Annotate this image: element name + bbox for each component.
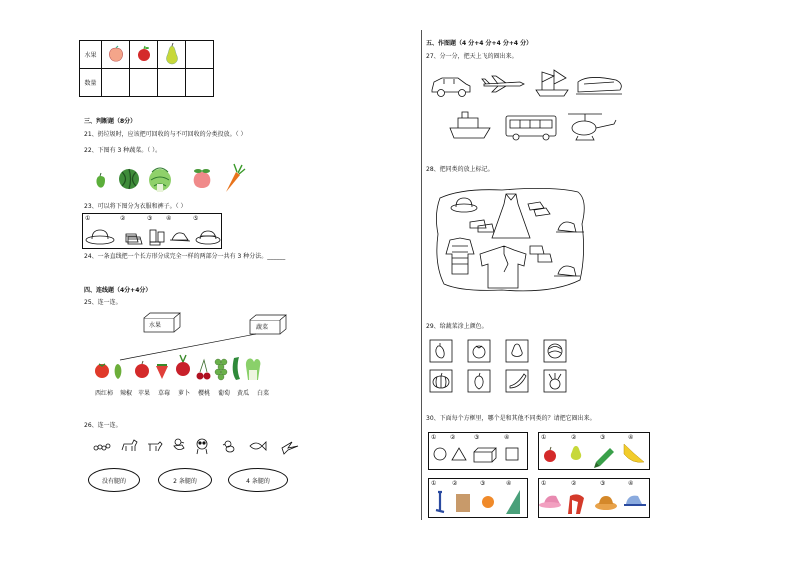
shoes-icon xyxy=(470,220,494,232)
sweater-icon xyxy=(446,238,474,274)
dress-icon xyxy=(492,194,530,238)
vegetables-coloring-grid xyxy=(428,338,580,396)
marker-1: ① xyxy=(541,480,547,487)
fish-icon xyxy=(250,442,266,450)
marker-2: ② xyxy=(120,215,126,222)
question-30: 30、下面每个方框里，哪个是和其他不同类的？请把它圈出来。 xyxy=(426,415,596,422)
radish-icon xyxy=(549,373,561,389)
fruit-row-label: 水果 xyxy=(80,41,102,69)
straw-hat-icon xyxy=(595,496,617,510)
pear-icon xyxy=(571,446,581,460)
circle-shape-icon xyxy=(434,448,446,460)
baseball-cap-icon xyxy=(624,496,646,505)
label-bokchoy: 白菜 xyxy=(257,390,270,397)
label-grapes: 葡萄 xyxy=(218,390,231,397)
pear-icon xyxy=(512,344,522,357)
grapes-icon xyxy=(215,359,227,380)
sneakers-icon xyxy=(530,246,552,262)
notebook-icon xyxy=(456,494,470,512)
marker-4: ④ xyxy=(504,434,510,441)
tomato-icon xyxy=(473,346,485,358)
shirt-icon xyxy=(480,246,526,288)
count-cell[interactable] xyxy=(186,69,214,97)
sailboat-icon xyxy=(536,70,568,96)
marker-4: ④ xyxy=(628,480,634,487)
animals-row-image xyxy=(92,436,302,456)
label-cucumber: 黄瓜 xyxy=(237,390,250,397)
boots-icon xyxy=(150,230,164,245)
question-23: 23、可以将下图分为衣服和裤子。（ ） xyxy=(84,203,187,210)
clothing-group-image xyxy=(432,184,590,296)
label-radish: 萝卜 xyxy=(178,390,191,397)
oval-no-legs[interactable]: 没有腿的 xyxy=(88,468,140,492)
cucumber-icon xyxy=(233,357,240,380)
ruler-triangle-icon xyxy=(506,490,520,514)
question-29: 29、给蔬菜涂上颜色。 xyxy=(426,323,488,330)
hourglass-brush-icon xyxy=(436,492,444,512)
pepper-icon xyxy=(475,373,483,389)
ship-icon xyxy=(450,112,490,138)
marker-1: ① xyxy=(431,480,437,487)
pumpkin-icon xyxy=(433,373,449,388)
count-row-label: 数量 xyxy=(80,69,102,97)
peach-icon xyxy=(102,41,130,69)
marker-3: ③ xyxy=(600,434,606,441)
question-28: 28、把同类的放上标记。 xyxy=(426,166,494,173)
helicopter-icon xyxy=(568,114,616,140)
label-tomato: 西红柿 xyxy=(95,390,114,397)
marker-1: ① xyxy=(541,434,547,441)
banana-icon xyxy=(624,444,644,462)
question-22: 22、下图有 3 种蔬菜。（ ）。 xyxy=(84,147,162,154)
bok-choy-icon xyxy=(246,359,260,380)
question-21: 21、扔垃圾时，应该把可回收的与不可回收的分类投放。（ ） xyxy=(84,131,247,138)
apple-icon xyxy=(130,41,158,69)
car-icon xyxy=(432,78,470,97)
label-cherry: 樱桃 xyxy=(198,390,211,397)
marker-2: ② xyxy=(450,434,456,441)
chili-pepper-icon xyxy=(115,364,122,379)
marker-5: ⑤ xyxy=(193,215,199,222)
marker-2: ② xyxy=(571,434,577,441)
ball-icon xyxy=(482,496,494,508)
fruit-box-label: 水果 xyxy=(149,322,162,329)
question-27: 27、分一分，把天上飞的圈出来。 xyxy=(426,53,518,60)
fruit-count-table xyxy=(79,40,214,97)
eggplant-icon xyxy=(436,343,444,358)
sandals-icon xyxy=(528,202,550,216)
question-24: 24、一条直线把一个长方形分成完全一样的两部分一共有 3 种分法。______ xyxy=(84,253,286,260)
label-pepper: 辣椒 xyxy=(120,390,133,397)
watermelon-icon xyxy=(119,169,139,189)
tomato-icon xyxy=(95,364,109,378)
radish-icon xyxy=(176,355,190,376)
cow-icon xyxy=(148,442,162,451)
count-cell[interactable] xyxy=(158,69,186,97)
marker-2: ② xyxy=(452,480,458,487)
cabbage-icon xyxy=(548,344,562,358)
duck-icon xyxy=(174,439,184,450)
marker-3: ③ xyxy=(480,480,486,487)
crayon-icon xyxy=(594,448,614,468)
baseball-cap-icon xyxy=(554,266,580,276)
marker-3: ③ xyxy=(147,215,153,222)
cherry-icon xyxy=(197,360,211,380)
marker-4: ④ xyxy=(628,434,634,441)
section4-title: 四、连线题（4分+4分） xyxy=(84,287,152,294)
dog-icon xyxy=(122,440,137,451)
panda-icon xyxy=(197,439,207,454)
hats-shoes-image xyxy=(84,224,222,248)
square-shape-icon xyxy=(506,448,518,460)
column-divider xyxy=(421,30,422,520)
peach-icon xyxy=(194,169,211,188)
oval-two-legs[interactable]: 2 条腿的 xyxy=(158,468,212,492)
bullet-train-icon xyxy=(576,77,622,94)
strawberry-icon xyxy=(156,365,168,379)
odd-one-out-images xyxy=(428,440,650,518)
produce-row-image xyxy=(94,352,262,382)
pear-icon xyxy=(158,41,186,69)
pepper-icon xyxy=(96,173,105,188)
straw-hat-icon xyxy=(196,231,220,244)
question-25: 25、连一连。 xyxy=(84,299,122,306)
label-strawberry: 草莓 xyxy=(158,390,171,397)
marker-1: ① xyxy=(431,434,437,441)
marker-2: ② xyxy=(571,480,577,487)
marker-1: ① xyxy=(85,215,91,222)
cuboid-shape-icon xyxy=(474,448,496,462)
vegetable-box-label: 蔬菜 xyxy=(256,324,269,331)
scarf-icon xyxy=(568,494,584,514)
oval-four-legs[interactable]: 4 条腿的 xyxy=(228,468,288,492)
cabbage-icon xyxy=(149,168,171,192)
hat-icon xyxy=(451,198,477,212)
carrot-icon xyxy=(226,164,245,192)
swallow-icon xyxy=(282,442,298,454)
marker-4: ④ xyxy=(506,480,512,487)
cap-icon xyxy=(556,222,584,232)
marker-4: ④ xyxy=(166,215,172,222)
flowery-hat-icon xyxy=(539,496,561,508)
question-26: 26、连一连。 xyxy=(84,422,122,429)
airplane-icon xyxy=(482,76,524,92)
bus-icon xyxy=(506,116,556,140)
caterpillar-icon xyxy=(94,444,110,450)
triangle-shape-icon xyxy=(452,448,466,460)
chick-icon xyxy=(223,441,234,452)
empty-cell xyxy=(186,41,214,69)
marker-3: ③ xyxy=(600,480,606,487)
marker-3: ③ xyxy=(474,434,480,441)
vegetables-row-image xyxy=(92,162,252,194)
apple-icon xyxy=(135,361,149,378)
hat-icon xyxy=(86,230,114,244)
chili-icon xyxy=(510,374,526,388)
shoes-icon xyxy=(126,234,142,244)
apple-icon xyxy=(544,447,556,462)
section3-title: 三、判断题（8分） xyxy=(84,118,137,125)
cap-icon xyxy=(170,233,190,241)
section5-title: 五、作图题（4 分+4 分+4 分+4 分） xyxy=(426,40,533,47)
vehicles-image xyxy=(428,66,628,146)
count-cell[interactable] xyxy=(130,69,158,97)
count-cell[interactable] xyxy=(102,69,130,97)
label-apple: 苹果 xyxy=(138,390,151,397)
